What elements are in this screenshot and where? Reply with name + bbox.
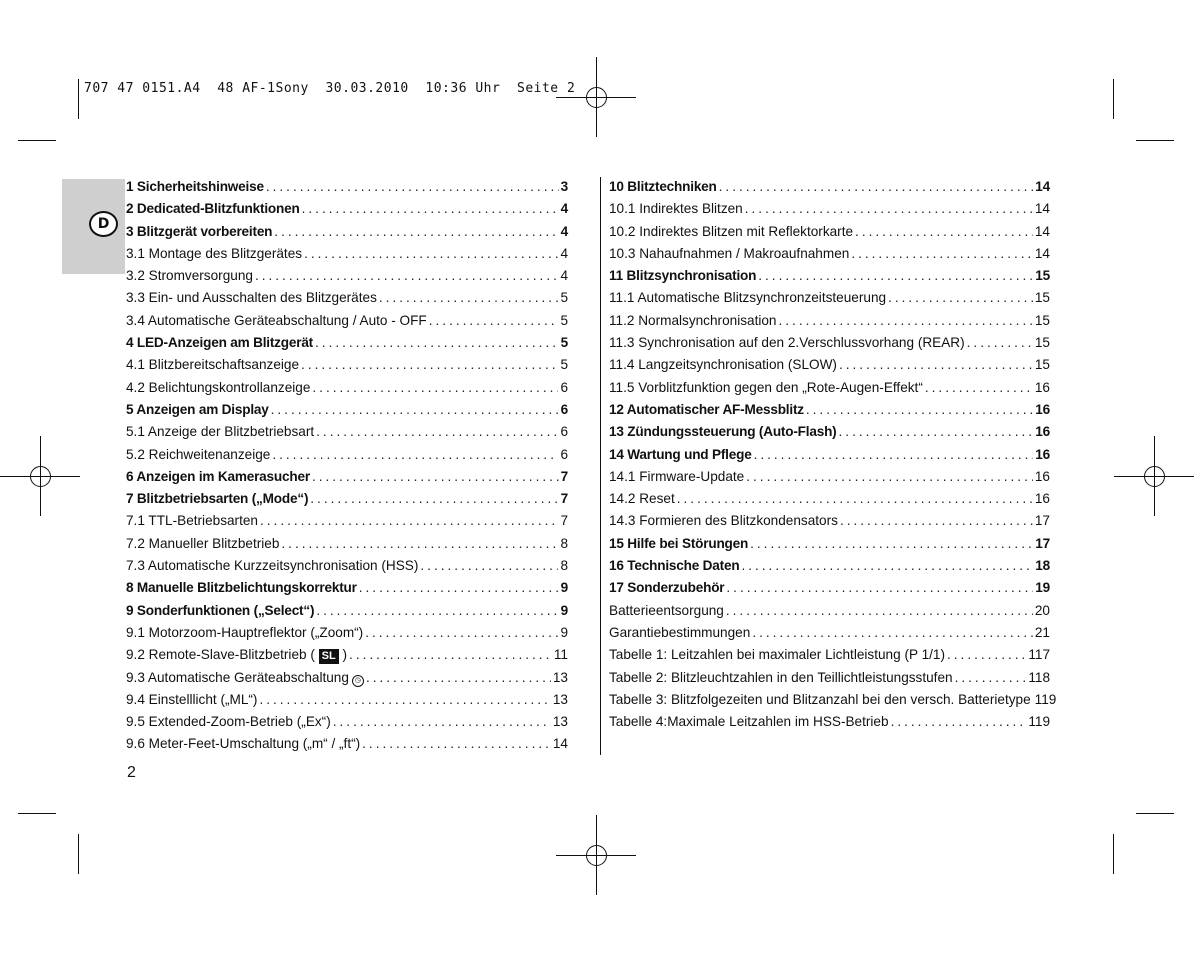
registration-mark-right <box>1114 436 1194 516</box>
dot-leader <box>839 421 1034 443</box>
toc-entry-title: Garantiebestimmungen <box>609 624 751 640</box>
toc-page-ref: 6 <box>560 424 568 440</box>
toc-entry-title: 14.1 Firmware-Update <box>609 468 745 484</box>
toc-page-ref: 7 <box>560 468 568 484</box>
toc-page-ref: 6 <box>560 446 568 462</box>
dot-leader <box>260 510 558 532</box>
toc-entry <box>126 466 568 488</box>
timer-icon: ◷ <box>352 675 364 687</box>
toc-entry-title: 7.2 Manueller Blitzbetrieb <box>126 535 280 551</box>
toc-entry-title: 11.4 Langzeitsynchronisation (SLOW) <box>609 357 837 373</box>
dot-leader <box>316 600 558 622</box>
toc-entry <box>609 287 1050 309</box>
dot-leader <box>888 287 1033 309</box>
toc-entry <box>609 310 1050 332</box>
toc-entry <box>126 533 568 555</box>
toc-entry-title: 14.3 Formieren des Blitzkondensators <box>609 513 838 529</box>
dot-leader <box>840 510 1033 532</box>
dot-leader <box>316 421 558 443</box>
dot-leader <box>851 243 1033 265</box>
dot-leader <box>366 667 551 689</box>
sl-icon: SL <box>319 649 339 664</box>
toc-entry <box>126 377 568 399</box>
toc-page-ref: 14 <box>1034 201 1050 217</box>
toc-entry-title: 11.1 Automatische Blitzsynchronzeitsteuerung <box>609 290 887 306</box>
toc-entry-title: 5.2 Reichweitenanzeige <box>126 446 271 462</box>
toc-entry-title: 10.1 Indirektes Blitzen <box>609 201 743 217</box>
toc-entry-title: 3.3 Ein- und Ausschalten des Blitzgerätes <box>126 290 377 306</box>
toc-page-ref: 6 <box>560 401 568 417</box>
toc-entry <box>126 198 568 220</box>
toc-entry-title: 11.3 Synchronisation auf den 2.Verschlussvorhang (REAR) <box>609 335 965 351</box>
toc-entry-title: 3.2 Stromversorgung <box>126 268 253 284</box>
toc-page-ref: 16 <box>1034 379 1050 395</box>
toc-page-ref: 15 <box>1034 290 1050 306</box>
toc-entry <box>126 689 568 711</box>
toc-entry <box>126 221 568 243</box>
toc-entry <box>609 488 1050 510</box>
toc-entry-title: 5 Anzeigen am Display <box>126 401 269 417</box>
dot-leader <box>302 198 559 220</box>
toc-entry-title: 5.1 Anzeige der Blitzbetriebsart <box>126 424 315 440</box>
toc-entry-title: 7 Blitzbetriebsarten („Mode“) <box>126 491 309 507</box>
toc-entry-title: 8 Manuelle Blitzbelichtungskorrektur <box>126 580 357 596</box>
toc-page-ref: 16 <box>1035 446 1050 462</box>
dot-leader <box>255 265 559 287</box>
toc-entry <box>126 332 568 354</box>
dot-leader <box>272 444 558 466</box>
toc-entry-title: 9 Sonderfunktionen („Select“) <box>126 602 315 618</box>
dot-leader <box>758 265 1033 287</box>
dot-leader <box>312 466 559 488</box>
toc-page-ref: 15 <box>1034 312 1050 328</box>
toc-entry-title: 9.6 Meter-Feet-Umschaltung („m“ / „ft“) <box>126 736 361 752</box>
toc-page-ref: 5 <box>560 312 568 328</box>
toc-entry <box>609 600 1050 622</box>
toc-entry-title: 10.3 Nahaufnahmen / Makroaufnahmen <box>609 245 850 261</box>
toc-entry-title: 6 Anzeigen im Kamerasucher <box>126 468 310 484</box>
toc-page-ref: 4 <box>560 201 568 217</box>
toc-entry-title: 4 LED-Anzeigen am Blitzgerät <box>126 335 314 351</box>
dot-leader <box>891 711 1027 733</box>
toc-page-ref: 20 <box>1034 602 1050 618</box>
toc-entry-title: 16 Technische Daten <box>609 558 740 574</box>
toc-entry-title: 3.4 Automatische Geräteabschaltung / Auto - OFF <box>126 312 427 328</box>
toc-page-ref: 119 <box>1028 714 1050 730</box>
dot-leader <box>967 332 1033 354</box>
toc-entry <box>609 243 1050 265</box>
toc-entry-title: Tabelle 2: Blitzleuchtzahlen in den Teillichtleistungsstufen <box>609 669 953 685</box>
toc-entry <box>126 399 568 421</box>
print-header: 707 47 0151.A4 48 AF-1Sony 30.03.2010 10:36 Uhr Seite 2 <box>84 81 576 96</box>
dot-leader <box>779 310 1033 332</box>
toc-entry-title: 1 Sicherheitshinweise <box>126 179 264 194</box>
toc-page-ref: 11 <box>553 647 568 663</box>
toc-entry <box>609 622 1050 644</box>
toc-entry <box>126 600 568 622</box>
toc-page-ref: 19 <box>1035 580 1050 596</box>
toc-page-ref: 14 <box>1034 223 1050 239</box>
dot-leader <box>719 176 1034 198</box>
toc-page-ref: 13 <box>552 691 568 707</box>
toc-entry-title: 17 Sonderzubehör <box>609 580 725 596</box>
toc-entry-title: 9.2 Remote-Slave-Blitzbetrieb ( SL ) <box>126 647 348 663</box>
toc-entry <box>609 377 1050 399</box>
toc-page-ref: 16 <box>1034 468 1050 484</box>
dot-leader <box>365 622 558 644</box>
toc-page-ref: 16 <box>1035 424 1050 440</box>
dot-leader <box>281 533 558 555</box>
toc-entry-title: 15 Hilfe bei Störungen <box>609 535 749 551</box>
toc-page-ref: 3 <box>560 179 568 194</box>
crop-mark <box>78 834 79 874</box>
toc-entry-title: 14 Wartung und Pflege <box>609 446 752 462</box>
dot-leader <box>955 667 1027 689</box>
toc-entry <box>609 421 1050 443</box>
toc-page-ref: 7 <box>560 491 568 507</box>
toc-entry <box>609 332 1050 354</box>
toc-entry-title: 4.1 Blitzbereitschaftsanzeige <box>126 357 300 373</box>
dot-leader <box>420 555 558 577</box>
toc-page-ref: 119 <box>1034 691 1057 707</box>
toc-page-ref: 9 <box>560 580 568 596</box>
dot-leader <box>304 243 558 265</box>
registration-mark-top <box>556 57 636 137</box>
toc-entry <box>126 644 568 666</box>
crop-mark <box>1113 834 1114 874</box>
dot-leader <box>312 377 558 399</box>
toc-entry <box>126 711 568 733</box>
toc-entry-title: 12 Automatischer AF-Messblitz <box>609 401 804 417</box>
toc-page-ref: 15 <box>1034 357 1050 373</box>
toc-entry <box>126 622 568 644</box>
toc-entry-title: 7.1 TTL-Betriebsarten <box>126 513 258 529</box>
toc-entry-title: 4.2 Belichtungskontrollanzeige <box>126 379 311 395</box>
dot-leader <box>274 221 558 243</box>
toc-page-ref: 15 <box>1034 335 1050 351</box>
toc-entry-title: 9.5 Extended-Zoom-Betrieb („Ex“) <box>126 714 331 730</box>
page-number: 2 <box>127 764 136 781</box>
toc-entry-title: 14.2 Reset <box>609 491 675 507</box>
toc-page-ref: 13 <box>552 669 568 685</box>
toc-entry <box>609 176 1050 198</box>
toc-entry <box>126 733 568 755</box>
toc-entry-title: 11.2 Normalsynchronisation <box>609 312 777 328</box>
toc-entry-title: 3.1 Montage des Blitzgerätes <box>126 245 303 261</box>
toc-page-ref: 17 <box>1034 513 1050 529</box>
dot-leader <box>839 354 1033 376</box>
toc-page-ref: 5 <box>560 335 568 351</box>
crop-mark <box>18 140 56 141</box>
toc-page-ref: 14 <box>1034 245 1050 261</box>
toc-page-ref: 4 <box>560 245 568 261</box>
toc-entry-title: Tabelle 4:Maximale Leitzahlen im HSS-Betrieb <box>609 714 889 730</box>
toc-entry <box>609 667 1050 689</box>
dot-leader <box>379 287 559 309</box>
toc-entry <box>609 221 1050 243</box>
dot-leader <box>726 577 1033 599</box>
toc-entry <box>126 265 568 287</box>
toc-page-ref: 18 <box>1035 558 1050 574</box>
toc-entry <box>609 510 1050 532</box>
toc-entry <box>126 444 568 466</box>
dot-leader <box>259 689 550 711</box>
toc-page-ref: 16 <box>1034 491 1050 507</box>
toc-entry <box>609 444 1050 466</box>
toc-entry-title: Batterieentsorgung <box>609 602 724 618</box>
toc-entry <box>126 354 568 376</box>
toc-entry <box>126 287 568 309</box>
toc-entry-title: 10.2 Indirektes Blitzen mit Reflektorkarte <box>609 223 854 239</box>
dot-leader <box>301 354 558 376</box>
toc-entry <box>126 243 568 265</box>
toc-entry <box>609 533 1050 555</box>
toc-entry <box>126 421 568 443</box>
crop-mark <box>1136 140 1174 141</box>
dot-leader <box>741 555 1033 577</box>
dot-leader <box>754 444 1034 466</box>
toc-entry-title: 11 Blitzsynchronisation <box>609 268 757 284</box>
toc-entry <box>126 176 568 198</box>
dot-leader <box>752 622 1033 644</box>
dot-leader <box>271 399 559 421</box>
toc-entry-title: Tabelle 1: Leitzahlen bei maximaler Lichtleistung (P 1/1) <box>609 647 945 663</box>
toc-page-ref: 13 <box>552 714 568 730</box>
dot-leader <box>745 198 1033 220</box>
toc-page-ref: 21 <box>1034 624 1050 640</box>
toc-entry <box>609 265 1050 287</box>
toc-entry <box>126 667 568 689</box>
toc-entry-title: 9.3 Automatische Geräteabschaltung ◷ <box>126 667 364 689</box>
toc-page-ref: 7 <box>560 513 568 529</box>
column-divider <box>600 177 601 755</box>
toc-entry-title: 10 Blitztechniken <box>609 179 717 194</box>
toc-page-ref: 9 <box>560 624 568 640</box>
toc-entry <box>609 644 1050 666</box>
toc-entry-title: 11.5 Vorblitzfunktion gegen den „Rote-Augen-Effekt“ <box>609 379 923 395</box>
toc-entry-title: 7.3 Automatische Kurzzeitsynchronisation (HSS) <box>126 558 419 574</box>
toc-entry <box>126 310 568 332</box>
toc-entry <box>609 689 1057 711</box>
toc-page-ref: 5 <box>560 357 568 373</box>
toc-entry <box>609 198 1050 220</box>
crop-mark <box>78 79 79 119</box>
registration-mark-bottom <box>556 815 636 895</box>
dot-leader <box>806 399 1033 421</box>
dot-leader <box>750 533 1033 555</box>
toc-entry <box>609 711 1050 733</box>
dot-leader <box>349 644 552 666</box>
toc-page-ref: 15 <box>1035 268 1050 284</box>
dot-leader <box>947 644 1026 666</box>
dot-leader <box>333 711 551 733</box>
toc-entry-title: 9.4 Einstelllicht („ML“) <box>126 691 258 707</box>
dot-leader <box>746 466 1033 488</box>
dot-leader <box>266 176 559 198</box>
toc-page-ref: 14 <box>1035 179 1050 194</box>
toc-entry-title: 3 Blitzgerät vorbereiten <box>126 223 273 239</box>
toc-page-ref: 4 <box>560 268 568 284</box>
toc-entry <box>609 354 1050 376</box>
toc-page-ref: 16 <box>1035 401 1050 417</box>
toc-entry <box>126 555 568 577</box>
dot-leader <box>925 377 1033 399</box>
toc-entry-title: Tabelle 3: Blitzfolgezeiten und Blitzanzahl bei den versch. Batterietype <box>609 691 1031 707</box>
toc-page-ref: 117 <box>1028 647 1050 663</box>
crop-mark <box>18 813 56 814</box>
toc-left-column <box>126 176 568 756</box>
toc-entry <box>126 577 568 599</box>
language-badge: D <box>89 211 118 237</box>
toc-page-ref: 8 <box>560 535 568 551</box>
crop-mark <box>1136 813 1174 814</box>
toc-page-ref: 9 <box>560 602 568 618</box>
dot-leader <box>855 221 1033 243</box>
toc-entry <box>609 555 1050 577</box>
dot-leader <box>310 488 558 510</box>
toc-entry <box>609 399 1050 421</box>
dot-leader <box>726 600 1033 622</box>
registration-mark-left <box>0 436 80 516</box>
toc-page-ref: 8 <box>560 558 568 574</box>
crop-mark <box>1113 79 1114 119</box>
dot-leader <box>362 733 551 755</box>
toc-right-column <box>609 176 1057 733</box>
dot-leader <box>677 488 1033 510</box>
toc-page-ref: 14 <box>552 736 568 752</box>
toc-entry <box>609 577 1050 599</box>
toc-page-ref: 6 <box>560 379 568 395</box>
toc-page-ref: 5 <box>560 290 568 306</box>
toc-page-ref: 118 <box>1028 669 1050 685</box>
toc-entry-title: 13 Zündungssteuerung (Auto-Flash) <box>609 424 837 440</box>
dot-leader <box>315 332 559 354</box>
toc-page-ref: 4 <box>560 223 568 239</box>
dot-leader <box>359 577 559 599</box>
toc-entry-title: 9.1 Motorzoom-Hauptreflektor („Zoom“) <box>126 624 364 640</box>
toc-entry-title: 2 Dedicated-Blitzfunktionen <box>126 201 300 217</box>
toc-entry <box>126 488 568 510</box>
toc-entry <box>126 510 568 532</box>
toc-entry <box>609 466 1050 488</box>
dot-leader <box>429 310 559 332</box>
toc-page-ref: 17 <box>1035 535 1050 551</box>
